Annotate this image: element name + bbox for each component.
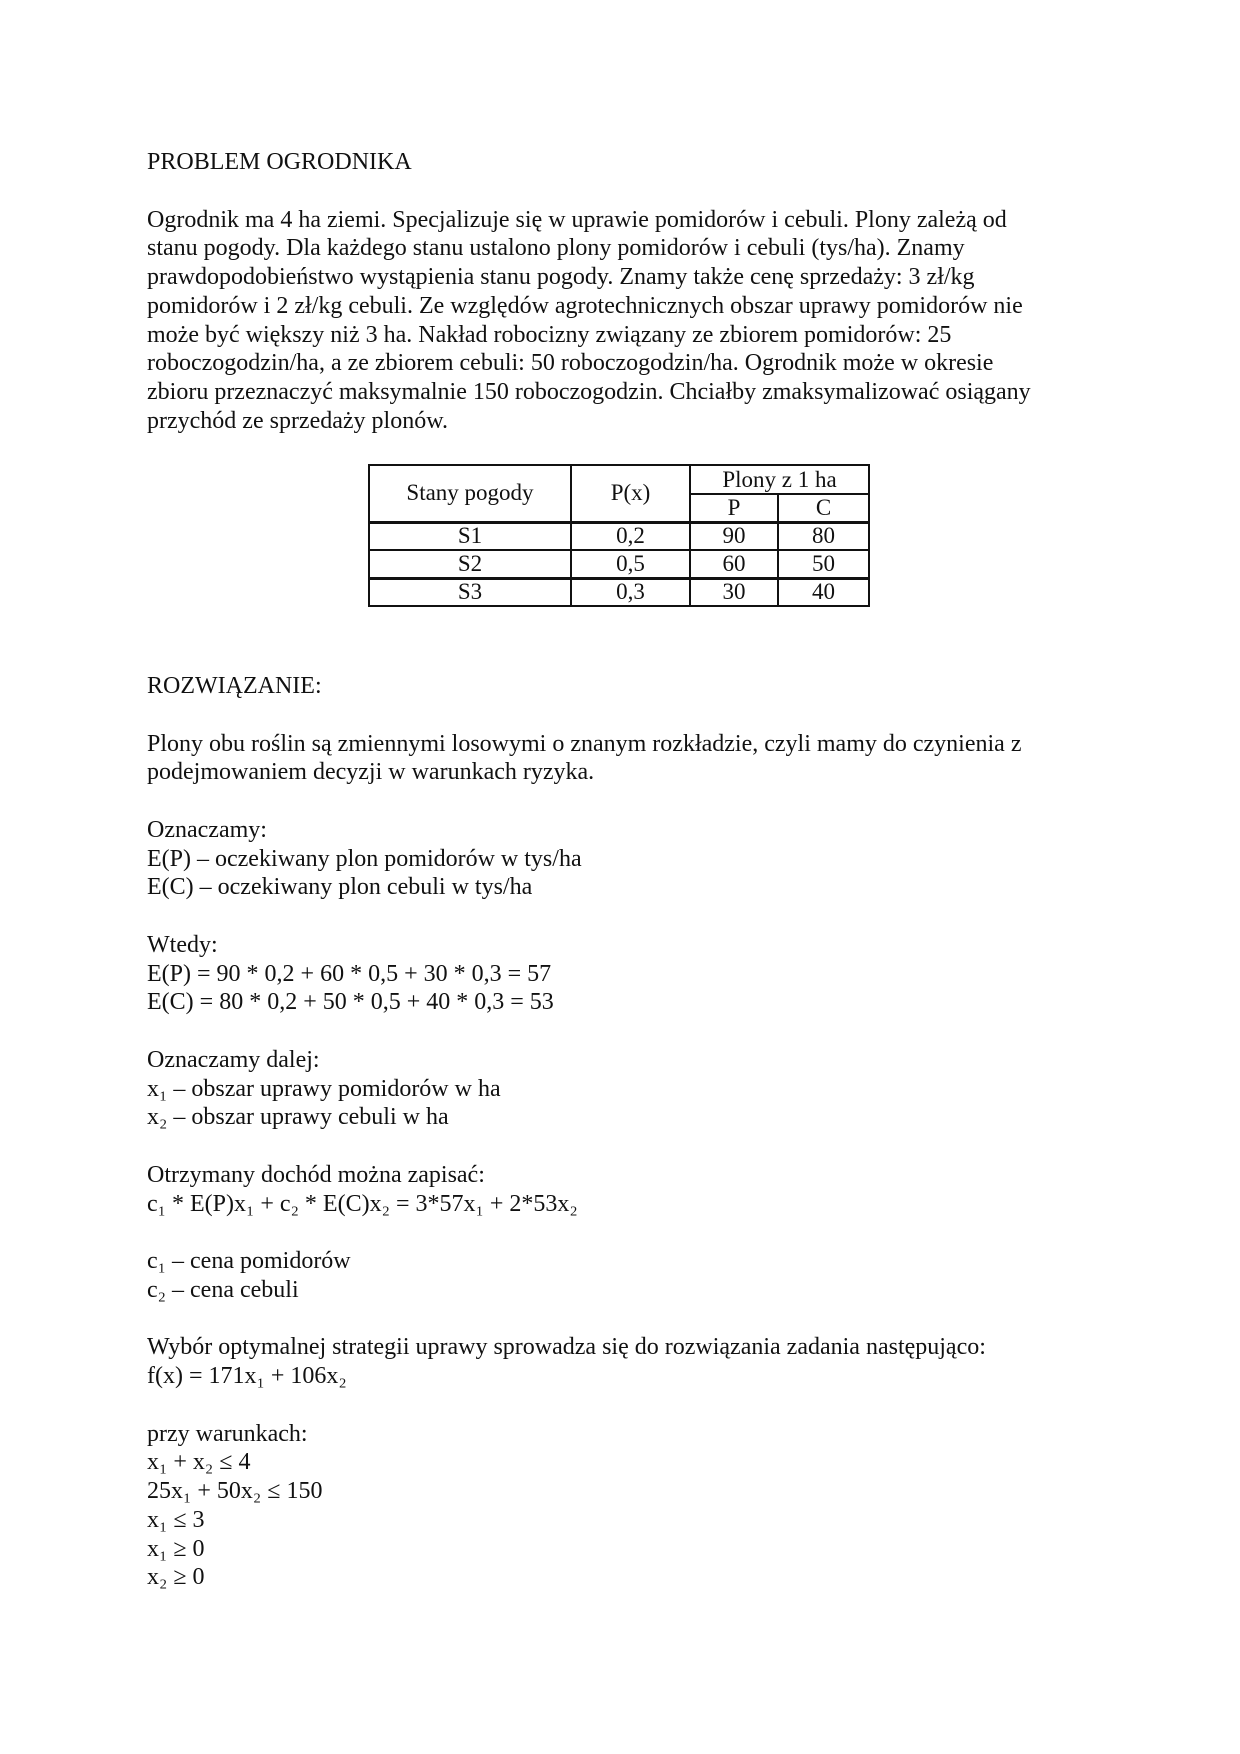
cell-state: S1 — [369, 522, 571, 550]
text-line: pomidorów i 2 zł/kg cebuli. Ze względów agrotechnicznych obszar uprawy pomidorów nie — [147, 292, 1023, 319]
header-probability: P(x) — [571, 465, 690, 522]
table-row — [369, 550, 869, 578]
text-line: x₁ ≥ 0 — [147, 1535, 205, 1562]
text-line: c₁ * E(P)x₁ + c₂ * E(C)x₂ = 3*57x₁ + 2*53x₂ — [147, 1190, 578, 1217]
spacer — [147, 1017, 1107, 1046]
text-line: Oznaczamy dalej: — [147, 1046, 320, 1073]
cell-c: 40 — [778, 578, 869, 606]
text-line: podejmowaniem decyzji w warunkach ryzyka. — [147, 759, 595, 786]
spacer — [147, 701, 1107, 730]
text-line: Wybór optymalnej strategii uprawy sprowadza się do rozwiązania zadania następująco: — [147, 1334, 986, 1361]
cell-p: 30 — [690, 578, 778, 606]
text-line: przy warunkach: — [147, 1420, 308, 1447]
text-line: E(P) = 90 * 0,2 + 60 * 0,5 + 30 * 0,3 = 57 — [147, 960, 552, 987]
weather-yield-table — [368, 464, 870, 607]
text-line: x₁ + x₂ ≤ 4 — [147, 1449, 251, 1476]
text-line: x₂ – obszar uprawy cebuli w ha — [147, 1104, 449, 1131]
text-line: Plony obu roślin są zmiennymi losowymi o znanym rozkładzie, czyli mamy do czynienia z — [147, 730, 1022, 757]
problem-section — [147, 148, 1107, 436]
spacer — [147, 902, 1107, 931]
header-tomatoes: P — [690, 494, 778, 522]
text-line: c₂ – cena cebuli — [147, 1276, 299, 1303]
problem-description — [147, 206, 1107, 436]
text-line: c₁ – cena pomidorów — [147, 1248, 351, 1274]
spacer — [147, 1305, 1107, 1334]
cell-prob: 0,2 — [571, 522, 690, 550]
cell-state: S2 — [369, 550, 571, 578]
header-yield: Plony z 1 ha — [690, 465, 869, 494]
text-line: E(P) – oczekiwany plon pomidorów w tys/ha — [147, 845, 582, 872]
text-line: ROZWIĄZANIE: — [147, 673, 322, 699]
spacer — [147, 1132, 1107, 1161]
spacer — [147, 1391, 1107, 1420]
table-row — [369, 578, 869, 606]
text-line: roboczogodzin/ha, a ze zbiorem cebuli: 50 roboczogodzin/ha. Ogrodnik może w okresie — [147, 350, 994, 377]
text-line: x₂ ≥ 0 — [147, 1564, 205, 1591]
text-line: prawdopodobieństwo wystąpienia stanu pogody. Znamy także cenę sprzedaży: 3 zł/kg — [147, 264, 975, 290]
solution-section — [147, 672, 1107, 1592]
text-line: x₁ – obszar uprawy pomidorów w ha — [147, 1075, 501, 1102]
cell-c: 80 — [778, 522, 869, 550]
text-line: Oznaczamy: — [147, 816, 267, 843]
cell-c: 50 — [778, 550, 869, 578]
header-weather-states: Stany pogody — [369, 465, 571, 522]
cell-p: 60 — [690, 550, 778, 578]
text-line: E(C) – oczekiwany plon cebuli w tys/ha — [147, 874, 533, 901]
text-line: f(x) = 171x₁ + 106x₂ — [147, 1363, 347, 1389]
cell-prob: 0,5 — [571, 550, 690, 578]
text-line: Otrzymany dochód można zapisać: — [147, 1161, 485, 1188]
text-line: Ogrodnik ma 4 ha ziemi. Specjalizuje się w uprawie pomidorów i cebuli. Plony zależą od — [147, 206, 1007, 233]
table-row — [369, 522, 869, 550]
text-line: zbioru przeznaczyć maksymalnie 150 roboczogodzin. Chciałby zmaksymalizować osiągany — [147, 379, 1031, 405]
text-line: przychód ze sprzedaży plonów. — [147, 407, 448, 434]
text-line: x₁ ≤ 3 — [147, 1506, 205, 1533]
document-title: PROBLEM OGRODNIKA — [147, 149, 412, 175]
header-onions: C — [778, 494, 869, 522]
text-line: E(C) = 80 * 0,2 + 50 * 0,5 + 40 * 0,3 = 53 — [147, 989, 554, 1016]
text-line: Wtedy: — [147, 931, 218, 958]
cell-prob: 0,3 — [571, 578, 690, 606]
cell-p: 90 — [690, 522, 778, 550]
text-line: 25x₁ + 50x₂ ≤ 150 — [147, 1478, 323, 1504]
spacer — [147, 177, 1107, 206]
spacer — [147, 1218, 1107, 1247]
spacer — [147, 787, 1107, 816]
text-line: może być większy niż 3 ha. Nakład robocizny związany ze zbiorem pomidorów: 25 — [147, 321, 952, 348]
cell-state: S3 — [369, 578, 571, 606]
text-line: stanu pogody. Dla każdego stanu ustalono plony pomidorów i cebuli (tys/ha). Znamy — [147, 235, 965, 262]
